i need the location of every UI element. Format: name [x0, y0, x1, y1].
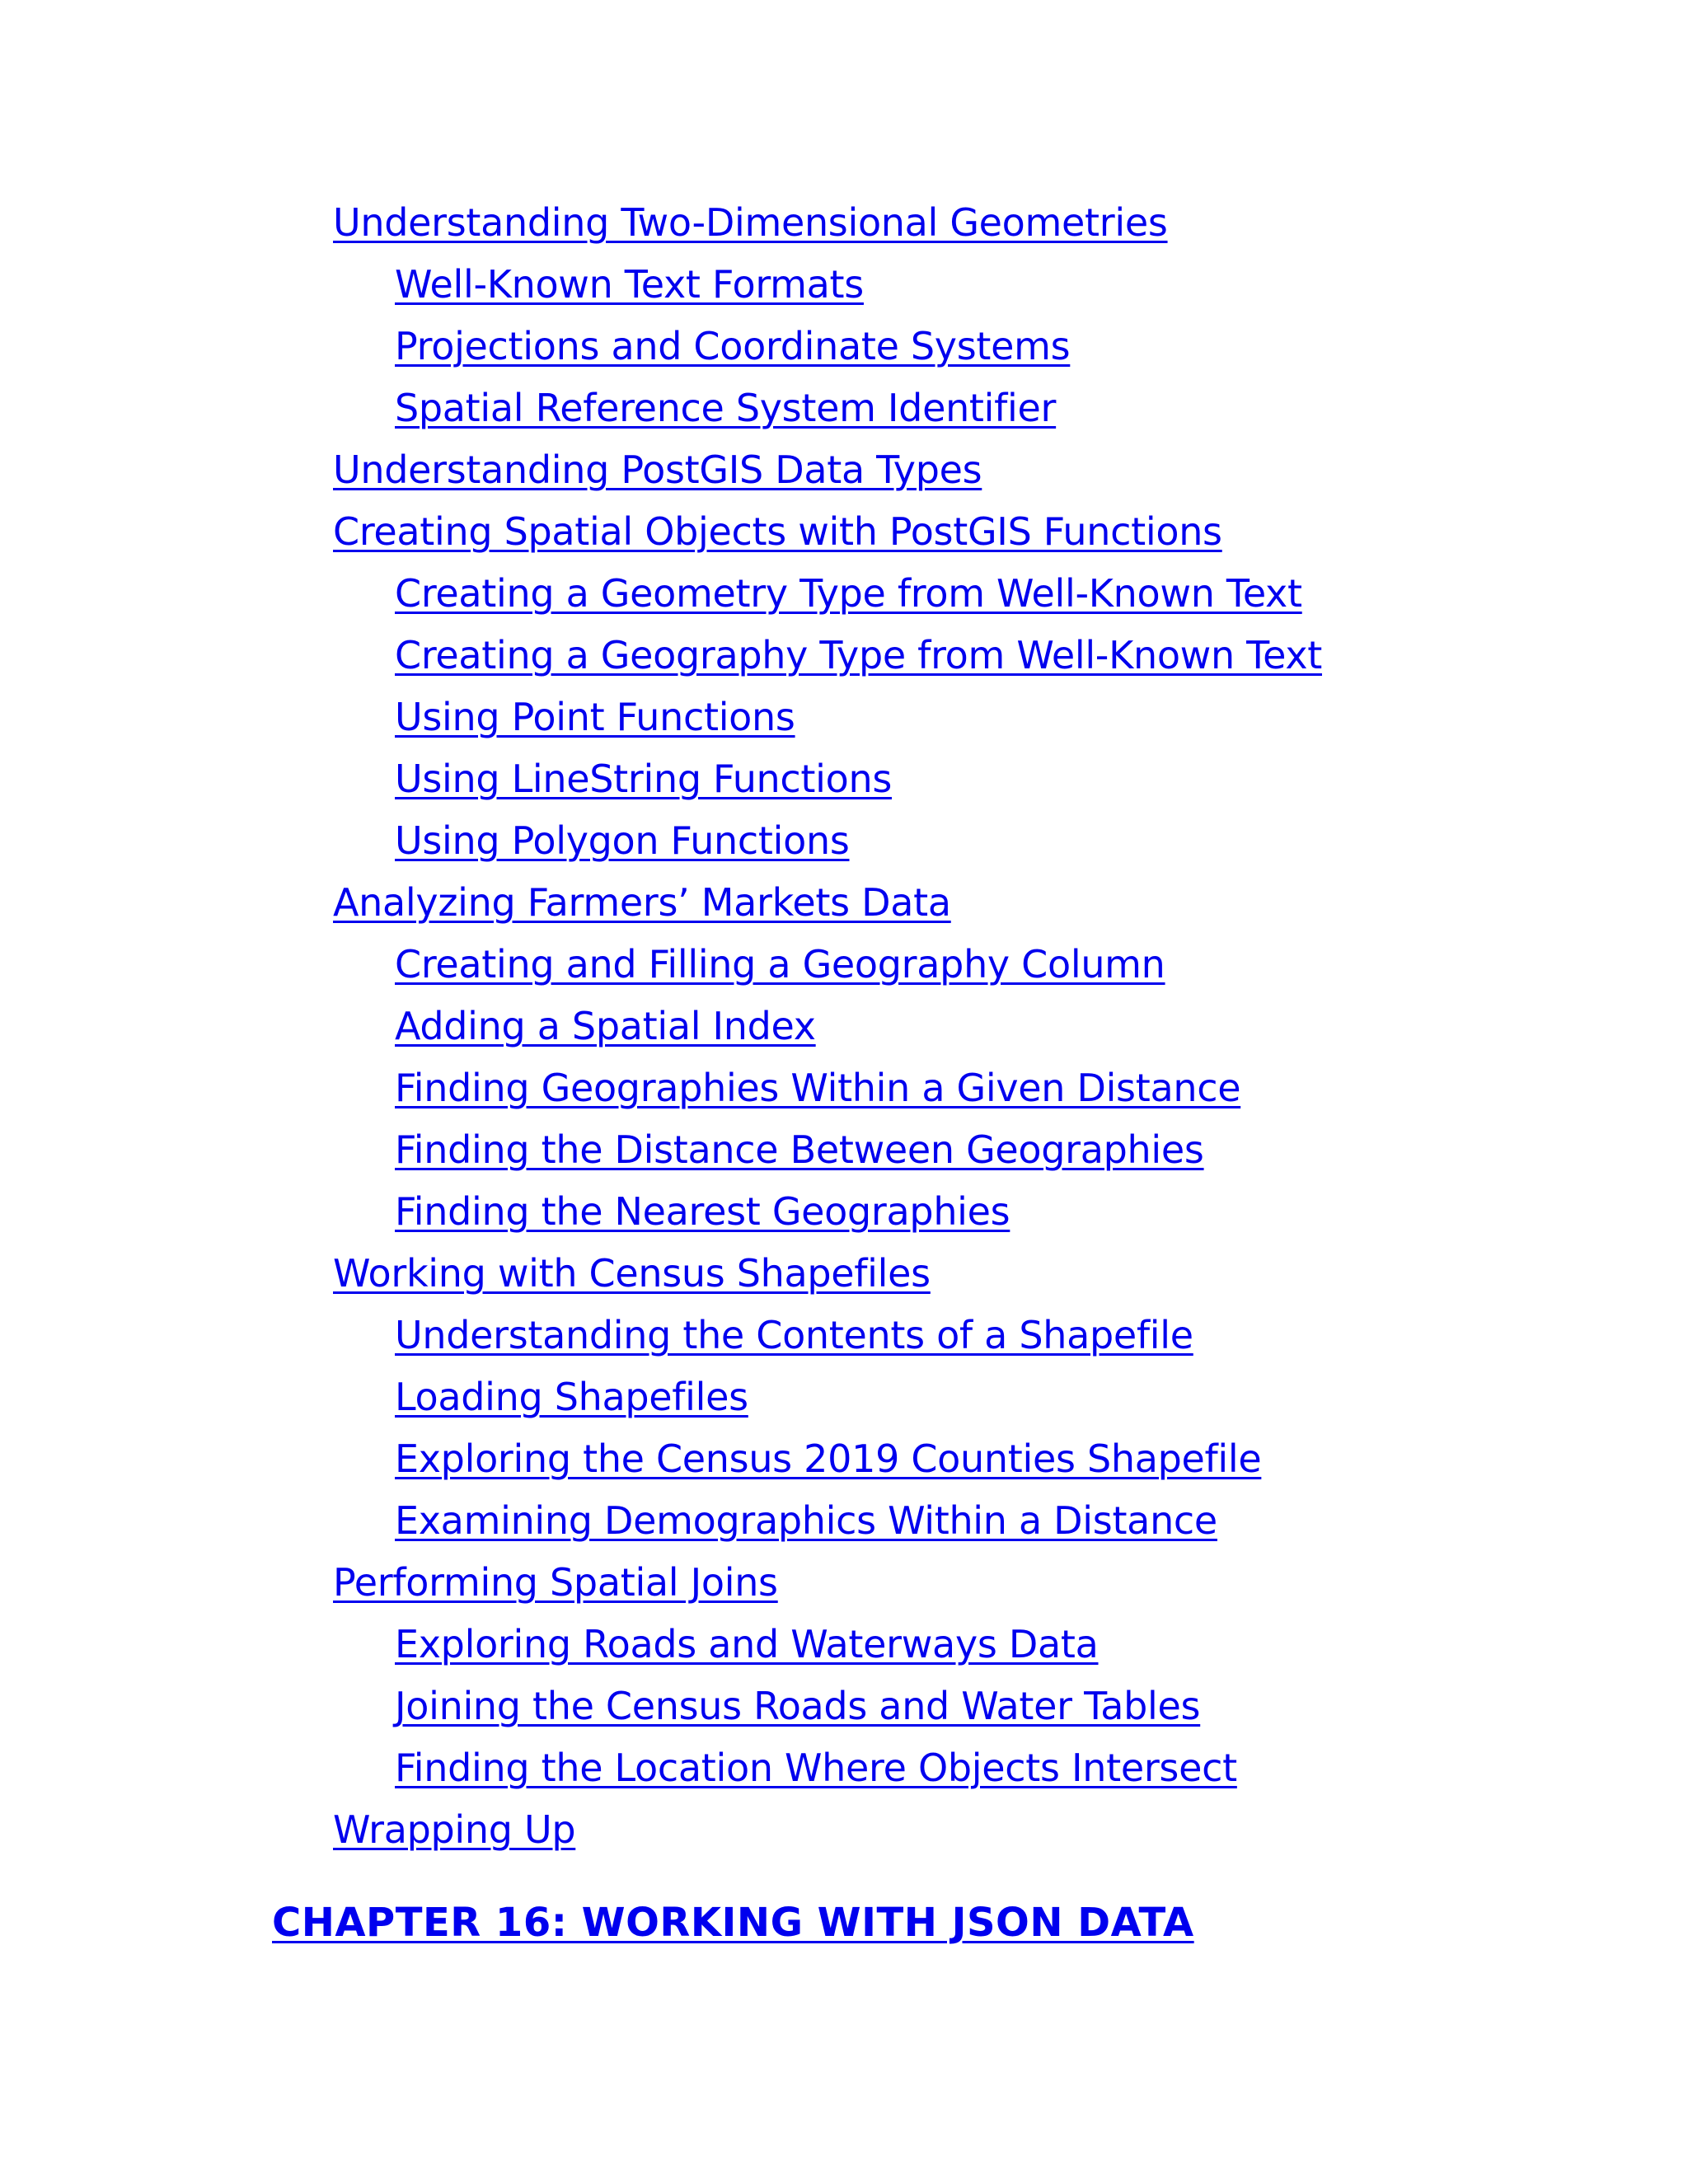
toc-link-spatial-reference-system-identifier[interactable]: Spatial Reference System Identifier — [395, 386, 1057, 430]
toc-link-finding-location-where-objects-intersect[interactable]: Finding the Location Where Objects Intersect — [395, 1746, 1237, 1790]
toc-link-working-with-census-shapefiles[interactable]: Working with Census Shapefiles — [333, 1251, 931, 1296]
toc-link-wrapping-up[interactable]: Wrapping Up — [333, 1807, 576, 1852]
toc-link-understanding-contents-of-shapefile[interactable]: Understanding the Contents of a Shapefile — [395, 1313, 1193, 1357]
toc-link-adding-spatial-index[interactable]: Adding a Spatial Index — [395, 1004, 816, 1048]
toc-link-finding-distance-between-geographies[interactable]: Finding the Distance Between Geographies — [395, 1127, 1204, 1172]
toc-link-using-point-functions[interactable]: Using Point Functions — [395, 695, 795, 739]
toc-link-analyzing-farmers-markets-data[interactable]: Analyzing Farmers’ Markets Data — [333, 880, 951, 925]
toc-link-joining-census-roads-and-water-tables[interactable]: Joining the Census Roads and Water Tables — [395, 1684, 1201, 1728]
toc-link-loading-shapefiles[interactable]: Loading Shapefiles — [395, 1375, 748, 1419]
toc-link-examining-demographics-within-distance[interactable]: Examining Demographics Within a Distance — [395, 1498, 1217, 1543]
toc-link-understanding-postgis-data-types[interactable]: Understanding PostGIS Data Types — [333, 448, 982, 492]
toc-link-projections-and-coordinate-systems[interactable]: Projections and Coordinate Systems — [395, 324, 1071, 368]
toc-link-creating-spatial-objects[interactable]: Creating Spatial Objects with PostGIS Functions — [333, 509, 1222, 554]
toc-link-performing-spatial-joins[interactable]: Performing Spatial Joins — [333, 1560, 778, 1605]
toc-link-creating-and-filling-geography-column[interactable]: Creating and Filling a Geography Column — [395, 942, 1165, 987]
toc-link-finding-geographies-within-distance[interactable]: Finding Geographies Within a Given Distance — [395, 1066, 1241, 1110]
toc-link-creating-geography-type[interactable]: Creating a Geography Type from Well-Known Text — [395, 633, 1322, 677]
toc-link-exploring-census-2019-counties-shapefile[interactable]: Exploring the Census 2019 Counties Shapefile — [395, 1436, 1262, 1481]
toc-link-finding-nearest-geographies[interactable]: Finding the Nearest Geographies — [395, 1189, 1010, 1234]
toc-link-using-polygon-functions[interactable]: Using Polygon Functions — [395, 818, 850, 863]
toc-link-understanding-two-dimensional-geometries[interactable]: Understanding Two-Dimensional Geometries — [333, 200, 1168, 245]
toc-link-exploring-roads-and-waterways-data[interactable]: Exploring Roads and Waterways Data — [395, 1622, 1099, 1666]
toc-link-well-known-text-formats[interactable]: Well-Known Text Formats — [395, 262, 864, 307]
toc-link-chapter-16[interactable]: CHAPTER 16: WORKING WITH JSON DATA — [272, 1900, 1194, 1946]
toc-link-creating-geometry-type[interactable]: Creating a Geometry Type from Well-Known Text — [395, 571, 1302, 616]
toc-link-using-linestring-functions[interactable]: Using LineString Functions — [395, 757, 892, 801]
